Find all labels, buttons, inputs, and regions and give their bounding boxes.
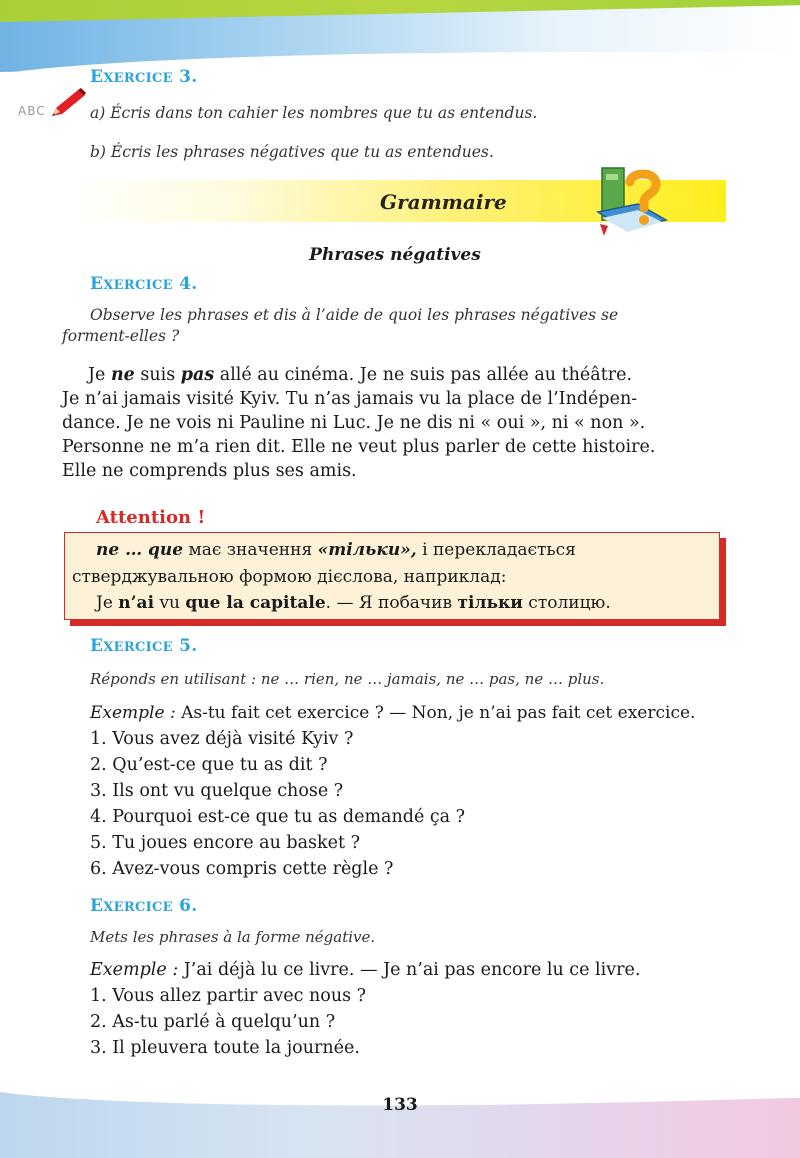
exercise-5-item-4: 4. Pourquoi est-ce que tu as demandé ça ? (90, 807, 466, 827)
exercise-6-item-1: 1. Vous allez partir avec nous ? (90, 986, 367, 1006)
exercise-4-paragraph-line-5: Elle ne comprends plus ses amis. (62, 461, 357, 481)
exercise-4-paragraph-line-2: Je n’ai jamais visité Kyiv. Tu n’as jamais vu la place de l’Indépen- (62, 389, 638, 409)
exercise-5-item-5: 5. Tu joues encore au basket ? (90, 833, 360, 853)
exercise-5-item-6: 6. Avez-vous compris cette règle ? (90, 859, 394, 879)
exercise-3-title: EXERCICE 3. (90, 67, 198, 87)
exercise-5-item-2: 2. Qu’est-ce que tu as dit ? (90, 755, 328, 775)
exercise-3-line-b: b) Écris les phrases négatives que tu as entendues. (90, 143, 494, 161)
exercise-5-title: EXERCICE 5. (90, 636, 198, 656)
exercise-6-title: EXERCICE 6. (90, 896, 198, 916)
exercise-5-instruction: Réponds en utilisant : ne … rien, ne … jamais, ne … pas, ne … plus. (90, 670, 605, 688)
exercise-5-example: Exemple : As-tu fait cet exercice ? — Non, je n’ai pas fait cet exercice. (90, 703, 696, 723)
bottom-banner (0, 1078, 800, 1158)
grammar-title: Grammaire (380, 190, 507, 214)
exercise-6-item-2: 2. As-tu parlé à quelqu’un ? (90, 1012, 336, 1032)
exercise-4-paragraph-line-3: dance. Je ne vois ni Pauline ni Luc. Je ne dis ni « oui », ni « non ». (62, 413, 646, 433)
exercise-4-instruction-2: forment-elles ? (62, 327, 180, 345)
attention-line-1: ne … que має значення «тільки», і перекладається (96, 540, 576, 560)
exercise-6-instruction: Mets les phrases à la forme négative. (90, 928, 376, 946)
attention-title: Attention ! (96, 507, 206, 528)
exercise-4-title: EXERCICE 4. (90, 274, 198, 294)
exercise-6-example: Exemple : J’ai déjà lu ce livre. — Je n’ai pas encore lu ce livre. (90, 960, 641, 980)
page-number: 133 (382, 1095, 418, 1115)
exercise-3-line-a: a) Écris dans ton cahier les nombres que tu as entendus. (90, 104, 538, 122)
exercise-6-item-3: 3. Il pleuvera toute la journée. (90, 1038, 360, 1058)
grammar-subtitle: Phrases négatives (309, 245, 481, 265)
pencil-abc-icon: ABC (18, 88, 84, 128)
exercise-4-paragraph-line-4: Personne ne m’a rien dit. Elle ne veut plus parler de cette histoire. (62, 437, 656, 457)
attention-line-3: Je n’ai vu que la capitale. — Я побачив тільки столицю. (96, 593, 611, 613)
exercise-5-item-3: 3. Ils ont vu quelque chose ? (90, 781, 344, 801)
exercise-4-paragraph-line-1: Je ne suis pas allé au cinéma. Je ne suis pas allée au théâtre. (88, 365, 633, 385)
book-question-icon (594, 164, 670, 240)
attention-line-2: стверджувальною формою дієслова, наприклад: (72, 567, 507, 587)
exercise-4-instruction-1: Observe les phrases et dis à l’aide de quoi les phrases négatives se (90, 306, 619, 324)
top-banner (0, 0, 800, 72)
exercise-5-item-1: 1. Vous avez déjà visité Kyiv ? (90, 729, 354, 749)
